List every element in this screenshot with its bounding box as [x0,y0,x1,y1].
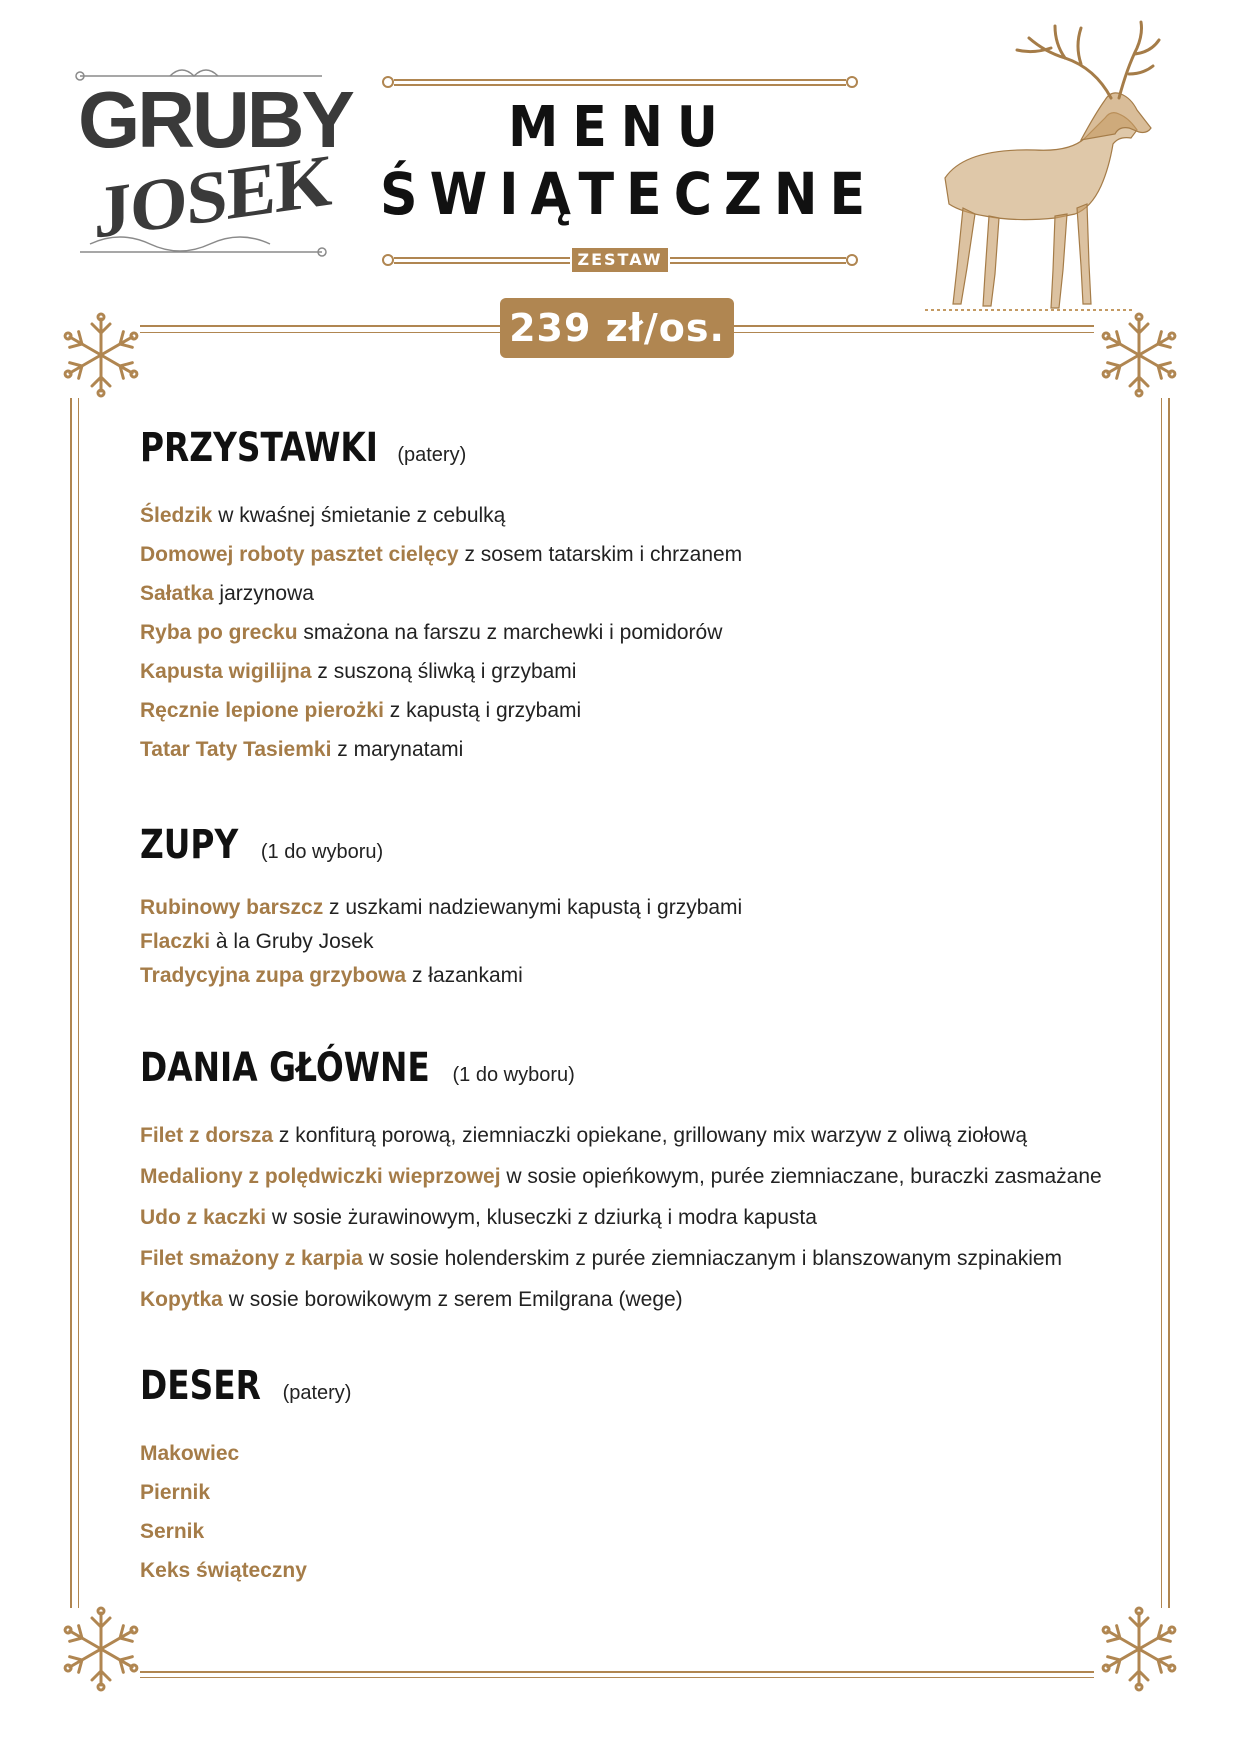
dish-desc: z konfiturą porową, ziemniaczki opiekane, grillowany mix warzyw z oliwą ziołową [278,1124,1027,1147]
list-item [140,1238,1102,1279]
section-dessert-head [140,1363,351,1409]
dish-desc: z marynatami [337,738,464,761]
list-item [140,891,742,925]
frame-top-rule-left [140,325,500,327]
section-title: DESER [140,1363,261,1409]
list-item [140,1434,307,1473]
section-note: (patery) [397,444,467,466]
section-note: (1 do wyboru) [260,841,384,863]
dish-desc: z sosem tatarskim i chrzanem [464,543,743,566]
soups-list [140,891,742,993]
list-item [140,496,742,535]
dish-name: Piernik [140,1481,211,1504]
dish-desc: à la Gruby Josek [215,930,374,953]
frame-bottom-rule-inner [140,1677,1094,1678]
list-item [140,730,742,769]
dish-name: Rubinowy barszcz [140,896,324,919]
snowflake-icon [1096,1606,1182,1692]
mains-list [140,1115,1102,1320]
dish-desc: z suszoną śliwką i grzybami [317,660,577,683]
list-item [140,1197,1102,1238]
brand-logo [70,62,352,266]
snowflake-icon [58,1606,144,1692]
dish-name: Ryba po grecku [140,621,298,644]
section-title: DANIA GŁÓWNE [140,1045,430,1091]
dish-name: Ręcznie lepione pierożki [140,699,384,722]
dish-name: Kopytka [140,1288,223,1311]
dish-name: Sernik [140,1520,205,1543]
section-mains-head [140,1045,575,1091]
dish-name: Śledzik [140,504,213,527]
list-item [140,1512,307,1551]
list-item [140,925,742,959]
dish-desc: w sosie borowikowym z serem Emilgrana (wege) [228,1288,683,1311]
list-item [140,691,742,730]
frame-top-rule-right-inner [734,332,1094,333]
logo-text-josek: JOSEK [94,139,332,255]
dish-name: Tradycyjna zupa grzybowa [140,964,407,987]
deer-illustration [905,18,1165,328]
list-item [140,613,742,652]
set-badge: ZESTAW 3 [572,248,668,272]
dish-name: Udo z kaczki [140,1206,267,1229]
dish-name: Filet smażony z karpia [140,1247,363,1270]
dish-desc: w sosie opieńkowym, purée ziemniaczane, buraczki zasmażane [506,1165,1102,1188]
list-item [140,1551,307,1590]
dish-name: Sałatka [140,582,214,605]
starters-list [140,496,742,769]
dish-desc: z kapustą i grzybami [389,699,582,722]
logo-text-gruby: GRUBY [78,75,352,164]
dish-desc: w sosie holenderskim z purée ziemniaczanym i blanszowanym szpinakiem [368,1247,1063,1270]
list-item [140,1115,1102,1156]
frame-top-rule-left-inner [140,332,500,333]
list-item [140,535,742,574]
list-item [140,959,742,993]
dish-name: Medaliony z polędwiczki wieprzowej [140,1165,501,1188]
frame-left-rule-inner [78,398,79,1608]
snowflake-icon [58,312,144,398]
price-badge: 239 zł/os. [500,298,734,358]
section-note: (1 do wyboru) [452,1064,575,1086]
dish-name: Filet z dorsza [140,1124,274,1147]
frame-right-rule-inner [1161,398,1162,1608]
frame-right-rule [1168,398,1170,1608]
frame-bottom-rule [140,1671,1094,1673]
dish-name: Keks świąteczny [140,1559,307,1582]
dessert-list [140,1434,307,1590]
dish-name: Makowiec [140,1442,240,1465]
list-item [140,574,742,613]
list-item [140,1473,307,1512]
dish-desc: w kwaśnej śmietanie z cebulką [218,504,506,527]
dish-desc: jarzynowa [219,582,314,605]
section-title: PRZYSTAWKI [140,425,378,471]
dish-name: Tatar Taty Tasiemki [140,738,332,761]
dish-desc: smażona na farszu z marchewki i pomidorów [303,621,723,644]
dish-name: Domowej roboty pasztet cielęcy [140,543,459,566]
dish-name: Flaczki [140,930,211,953]
section-soups-head [140,822,383,868]
menu-subtitle: ŚWIĄTECZNE [380,160,878,228]
dish-name: Kapusta wigilijna [140,660,312,683]
list-item [140,652,742,691]
dish-desc: z uszkami nadziewanymi kapustą i grzybami [329,896,743,919]
section-starters-head [140,425,466,471]
section-title: ZUPY [140,822,239,868]
section-note: (patery) [282,1382,352,1404]
frame-left-rule [70,398,72,1608]
dish-desc: w sosie żurawinowym, kluseczki z dziurką i modra kapusta [271,1206,817,1229]
dish-desc: z łazankami [411,964,523,987]
menu-title: MENU [508,95,732,160]
list-item [140,1279,1102,1320]
list-item [140,1156,1102,1197]
